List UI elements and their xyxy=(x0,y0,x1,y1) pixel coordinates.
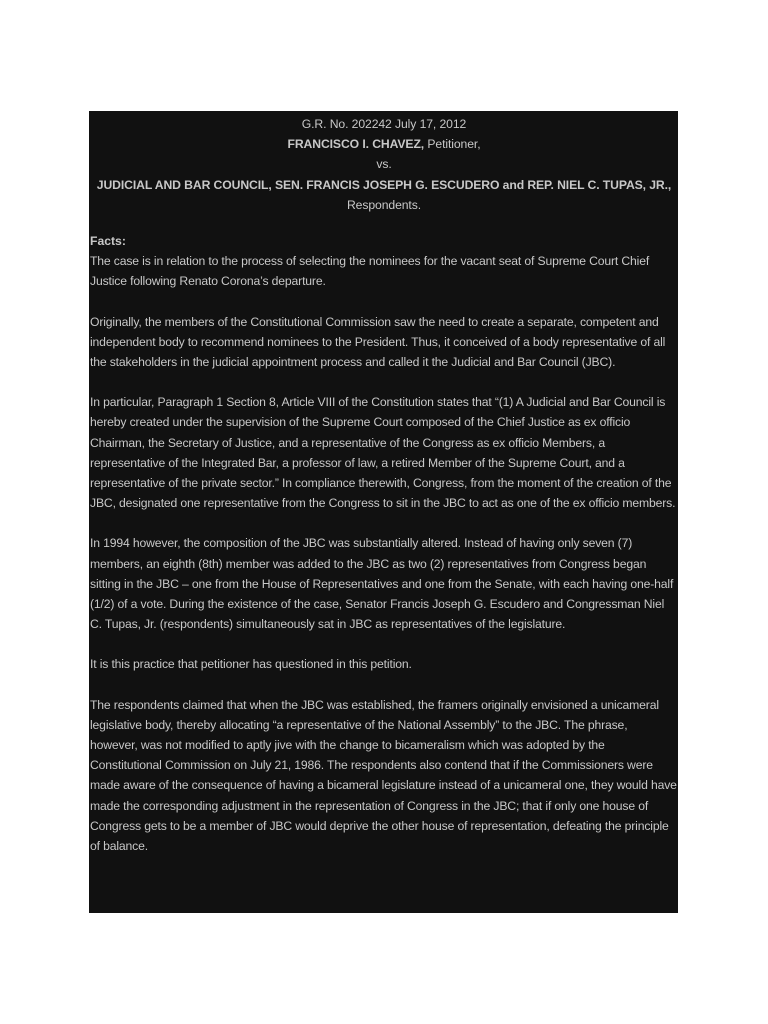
petitioner-name: FRANCISCO I. CHAVEZ, xyxy=(287,137,425,152)
petitioner-role: Petitioner, xyxy=(424,137,481,152)
spacer xyxy=(90,215,678,231)
paragraph-5: It is this practice that petitioner has questioned in this petition. xyxy=(90,657,412,672)
respondents-role: Respondents. xyxy=(346,197,421,212)
paragraph-4: In 1994 however, the composition of the JBC was substantially altered. Instead of having only seven (7) members, an eighth (8th) member was added to the JBC as two (2) representatives from Congress began sitting in the JBC – one from the House of Representatives and one from the Senate, with each having one-half (1/2) of a vote. During the existence of the case, Senator Francis Joseph G. Escudero and Congressman Niel C. Tupas, Jr. (respondents) simultaneously sat in JBC as representatives of the legislature. xyxy=(90,536,674,632)
document-page xyxy=(89,111,678,913)
versus-line: vs. xyxy=(376,157,392,172)
petitioner-line xyxy=(90,134,678,154)
paragraph-2: Originally, the members of the Constitutional Commission saw the need to create a separate, competent and independent body to recommend nominees to the President. Thus, it conceived of a body representative of all the stakeholders in the judicial appointment process and called it the Judicial and Bar Council (JBC). xyxy=(90,314,666,370)
paragraph-3: In particular, Paragraph 1 Section 8, Article VIII of the Constitution states that “(1) A Judicial and Bar Council is hereby created under the supervision of the Supreme Court composed of the Chief Justice as ex officio Chairman, the Secretary of Justice, and a representative of the Congress as ex officio Members, a representative of the Integrated Bar, a professor of law, a retired Member of the Supreme Court, and a representative of the private sector.” In compliance therewith, Congress, from the moment of the creation of the JBC, designated one representative from the Congress to sit in the JBC to act as one of the ex officio members. xyxy=(90,395,676,511)
paragraph-1: The case is in relation to the process of selecting the nominees for the vacant seat of Supreme Court Chief Justice following Renato Corona’s departure. xyxy=(90,254,650,289)
respondents-line xyxy=(90,175,678,215)
respondents-names: JUDICIAL AND BAR COUNCIL, SEN. FRANCIS JOSEPH G. ESCUDERO and REP. NIEL C. TUPAS, JR., xyxy=(96,177,672,192)
paragraph-6: The respondents claimed that when the JBC was established, the framers originally envisioned a unicameral legislative body, thereby allocating “a representative of the National Assembly” to the JBC. The phrase, however, was not modified to aptly jive with the change to bicameralism which was adopted by the Constitutional Commission on July 21, 1986. The respondents also contend that if the Commissioners were made aware of the consequence of having a bicameral legislature instead of a unicameral one, they would have made the corresponding adjustment in the representation of Congress in the JBC; that if only one house of Congress gets to be a member of JBC would deprive the other house of representation, defeating the principle of balance. xyxy=(90,697,677,854)
facts-heading: Facts: xyxy=(90,234,126,249)
case-header xyxy=(90,114,678,215)
case-number-date: G.R. No. 202242 July 17, 2012 xyxy=(301,117,467,131)
